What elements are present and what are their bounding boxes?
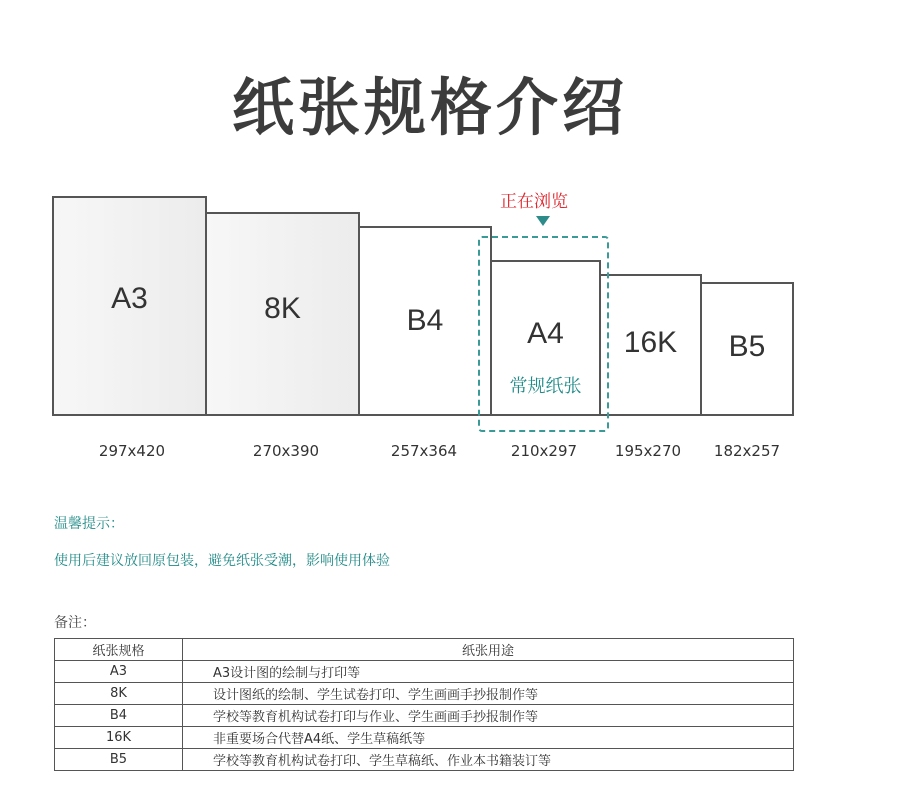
- paper-b4: [358, 226, 492, 416]
- common-paper-label: 常规纸张: [509, 376, 582, 397]
- table-cell-usage: 学校等教育机构试卷打印、学生草稿纸、作业本书籍装订等: [183, 749, 794, 771]
- table-row: [55, 661, 794, 683]
- table-cell-size: A3: [55, 661, 183, 683]
- paper-label: 8K: [264, 292, 301, 325]
- table-cell-usage: 非重要场合代替A4纸、学生草稿纸等: [183, 727, 794, 749]
- table-cell-usage: A3设计图的绘制与打印等: [183, 661, 794, 683]
- note-label: 备注：: [54, 615, 96, 631]
- table-cell-usage: 设计图纸的绘制、学生试卷打印、学生画画手抄报制作等: [183, 683, 794, 705]
- tip-body: 使用后建议放回原包装，避免纸张受潮，影响使用体验: [54, 553, 390, 569]
- paper-dimension: 270x390: [252, 442, 320, 460]
- paper-dimension: 297x420: [98, 442, 166, 460]
- paper-usage-table: [54, 638, 794, 771]
- table-cell-size: B4: [55, 705, 183, 727]
- table-row: [55, 749, 794, 771]
- table-cell-size: 8K: [55, 683, 183, 705]
- paper-b5: [700, 282, 794, 416]
- paper-dimension: 210x297: [510, 442, 578, 460]
- table-row: [55, 683, 794, 705]
- table-cell-size: 16K: [55, 727, 183, 749]
- tip-title: 温馨提示：: [54, 516, 124, 532]
- paper-label: A3: [111, 282, 148, 315]
- table-row: [55, 727, 794, 749]
- table-cell-size: B5: [55, 749, 183, 771]
- paper-label: A4: [527, 317, 564, 350]
- table-cell-usage: 学校等教育机构试卷打印与作业、学生画画手抄报制作等: [183, 705, 794, 727]
- paper-dimension: 182x257: [713, 442, 781, 460]
- browsing-label: 正在浏览: [500, 192, 568, 212]
- paper-16k: [599, 274, 702, 416]
- current-selection-highlight: [478, 236, 609, 432]
- paper-dimension: 257x364: [390, 442, 458, 460]
- paper-8k: [205, 212, 360, 416]
- page-title: 纸张规格介绍: [231, 71, 628, 144]
- paper-label: B4: [406, 304, 444, 337]
- table-header-row: [55, 639, 794, 661]
- table-header-cell: 纸张用途: [183, 639, 794, 661]
- table-row: [55, 705, 794, 727]
- down-arrow-icon: [536, 216, 550, 226]
- paper-label: 16K: [623, 326, 678, 359]
- paper-dimension: 195x270: [614, 442, 682, 460]
- paper-a3: [52, 196, 207, 416]
- table-header-cell: 纸张规格: [55, 639, 183, 661]
- paper-label: B5: [728, 330, 766, 363]
